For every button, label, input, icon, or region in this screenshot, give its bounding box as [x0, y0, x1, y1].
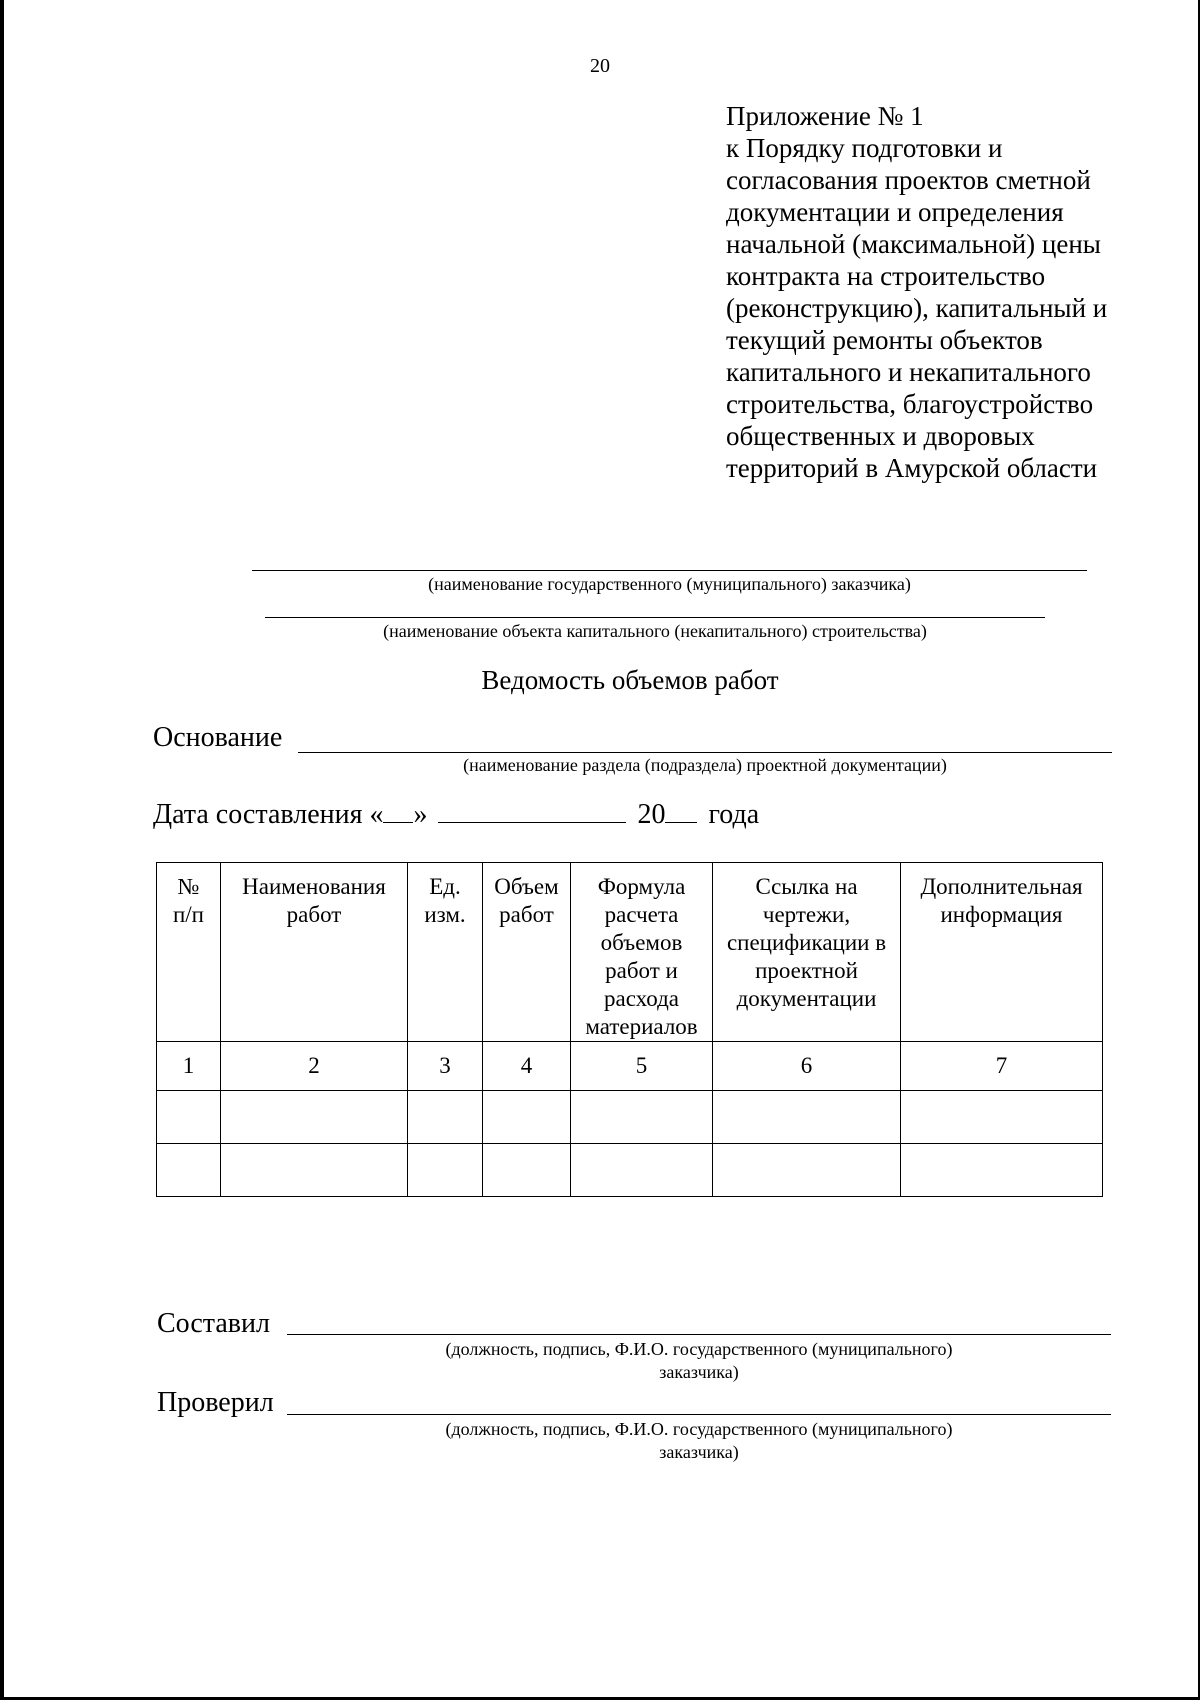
compiled-by-caption: (должность, подпись, Ф.И.О. государственного (муниципального) [445, 1339, 953, 1359]
page-number: 20 [590, 55, 610, 77]
table-header-row [157, 863, 1103, 1042]
customer-name-line[interactable] [252, 570, 1087, 571]
checked-by-caption: (должность, подпись, Ф.И.О. государственного (муниципального) [445, 1419, 953, 1439]
date-close-quote: » [413, 799, 428, 830]
header-number: № п/п [157, 863, 221, 1042]
appendix-line: (реконструкцию), капитальный и [726, 293, 1108, 323]
appendix-line: текущий ремонты объектов [726, 325, 1043, 355]
object-name-caption: (наименование объекта капитального (некапитального) строительства) [383, 621, 927, 641]
table-cell[interactable] [571, 1144, 713, 1197]
table-row [157, 1144, 1103, 1197]
year-blank[interactable] [665, 798, 697, 823]
appendix-block [726, 100, 1166, 484]
object-name-line[interactable] [265, 617, 1045, 618]
customer-name-caption: (наименование государственного (муниципального) заказчика) [428, 574, 911, 594]
compiled-by-caption-cont: заказчика) [659, 1362, 739, 1382]
table-cell[interactable] [571, 1091, 713, 1144]
checked-by-line[interactable] [287, 1414, 1111, 1415]
table-row [157, 1091, 1103, 1144]
table-cell[interactable] [408, 1144, 483, 1197]
column-number: 5 [571, 1042, 713, 1091]
checked-by-caption-cont: заказчика) [659, 1442, 739, 1462]
basis-label: Основание [153, 722, 283, 753]
appendix-line: общественных и дворовых [726, 421, 1035, 451]
header-drawings-reference: Ссылка на чертежи, спецификации в проектной документации [713, 863, 901, 1042]
column-number: 2 [221, 1042, 408, 1091]
day-blank[interactable] [383, 798, 413, 823]
table-cell[interactable] [901, 1091, 1103, 1144]
column-number: 6 [713, 1042, 901, 1091]
table-cell[interactable] [713, 1091, 901, 1144]
table-cell[interactable] [713, 1144, 901, 1197]
appendix-line: согласования проектов сметной [726, 165, 1091, 195]
basis-line[interactable] [298, 752, 1112, 753]
checked-by-label: Проверил [157, 1387, 274, 1418]
works-volume-table [156, 862, 1103, 1197]
appendix-line: Приложение № 1 [726, 101, 924, 131]
table-cell[interactable] [408, 1091, 483, 1144]
date-of-compilation [153, 798, 759, 831]
header-formula: Формула расчета объемов работ и расхода материалов [571, 863, 713, 1042]
header-volume: Объем работ [483, 863, 571, 1042]
table-cell[interactable] [483, 1144, 571, 1197]
appendix-line: контракта на строительство [726, 261, 1046, 291]
appendix-line: начальной (максимальной) цены [726, 229, 1101, 259]
header-unit: Ед. изм. [408, 863, 483, 1042]
document-title: Ведомость объемов работ [481, 665, 779, 695]
header-work-name: Наименования работ [221, 863, 408, 1042]
appendix-line: капитального и некапитального [726, 357, 1091, 387]
compiled-by-label: Составил [157, 1308, 270, 1339]
compiled-by-line[interactable] [287, 1334, 1111, 1335]
column-number: 7 [901, 1042, 1103, 1091]
column-number: 1 [157, 1042, 221, 1091]
page-left-border [0, 0, 4, 1700]
table-cell[interactable] [483, 1091, 571, 1144]
year-suffix: года [708, 799, 760, 830]
appendix-line: к Порядку подготовки и [726, 133, 1003, 163]
basis-caption: (наименование раздела (подраздела) проектной документации) [463, 755, 947, 775]
table-cell[interactable] [157, 1091, 221, 1144]
appendix-line: строительства, благоустройство [726, 389, 1094, 419]
table-cell[interactable] [221, 1144, 408, 1197]
date-label: Дата составления « [153, 799, 384, 830]
column-number: 3 [408, 1042, 483, 1091]
column-number-row [157, 1042, 1103, 1091]
month-blank[interactable] [438, 798, 626, 823]
column-number: 4 [483, 1042, 571, 1091]
appendix-line: документации и определения [726, 197, 1064, 227]
appendix-line: территорий в Амурской области [726, 453, 1098, 483]
table-cell[interactable] [221, 1091, 408, 1144]
table-cell[interactable] [157, 1144, 221, 1197]
header-additional-info: Дополнительная информация [901, 863, 1103, 1042]
year-prefix: 20 [637, 799, 666, 830]
table-cell[interactable] [901, 1144, 1103, 1197]
